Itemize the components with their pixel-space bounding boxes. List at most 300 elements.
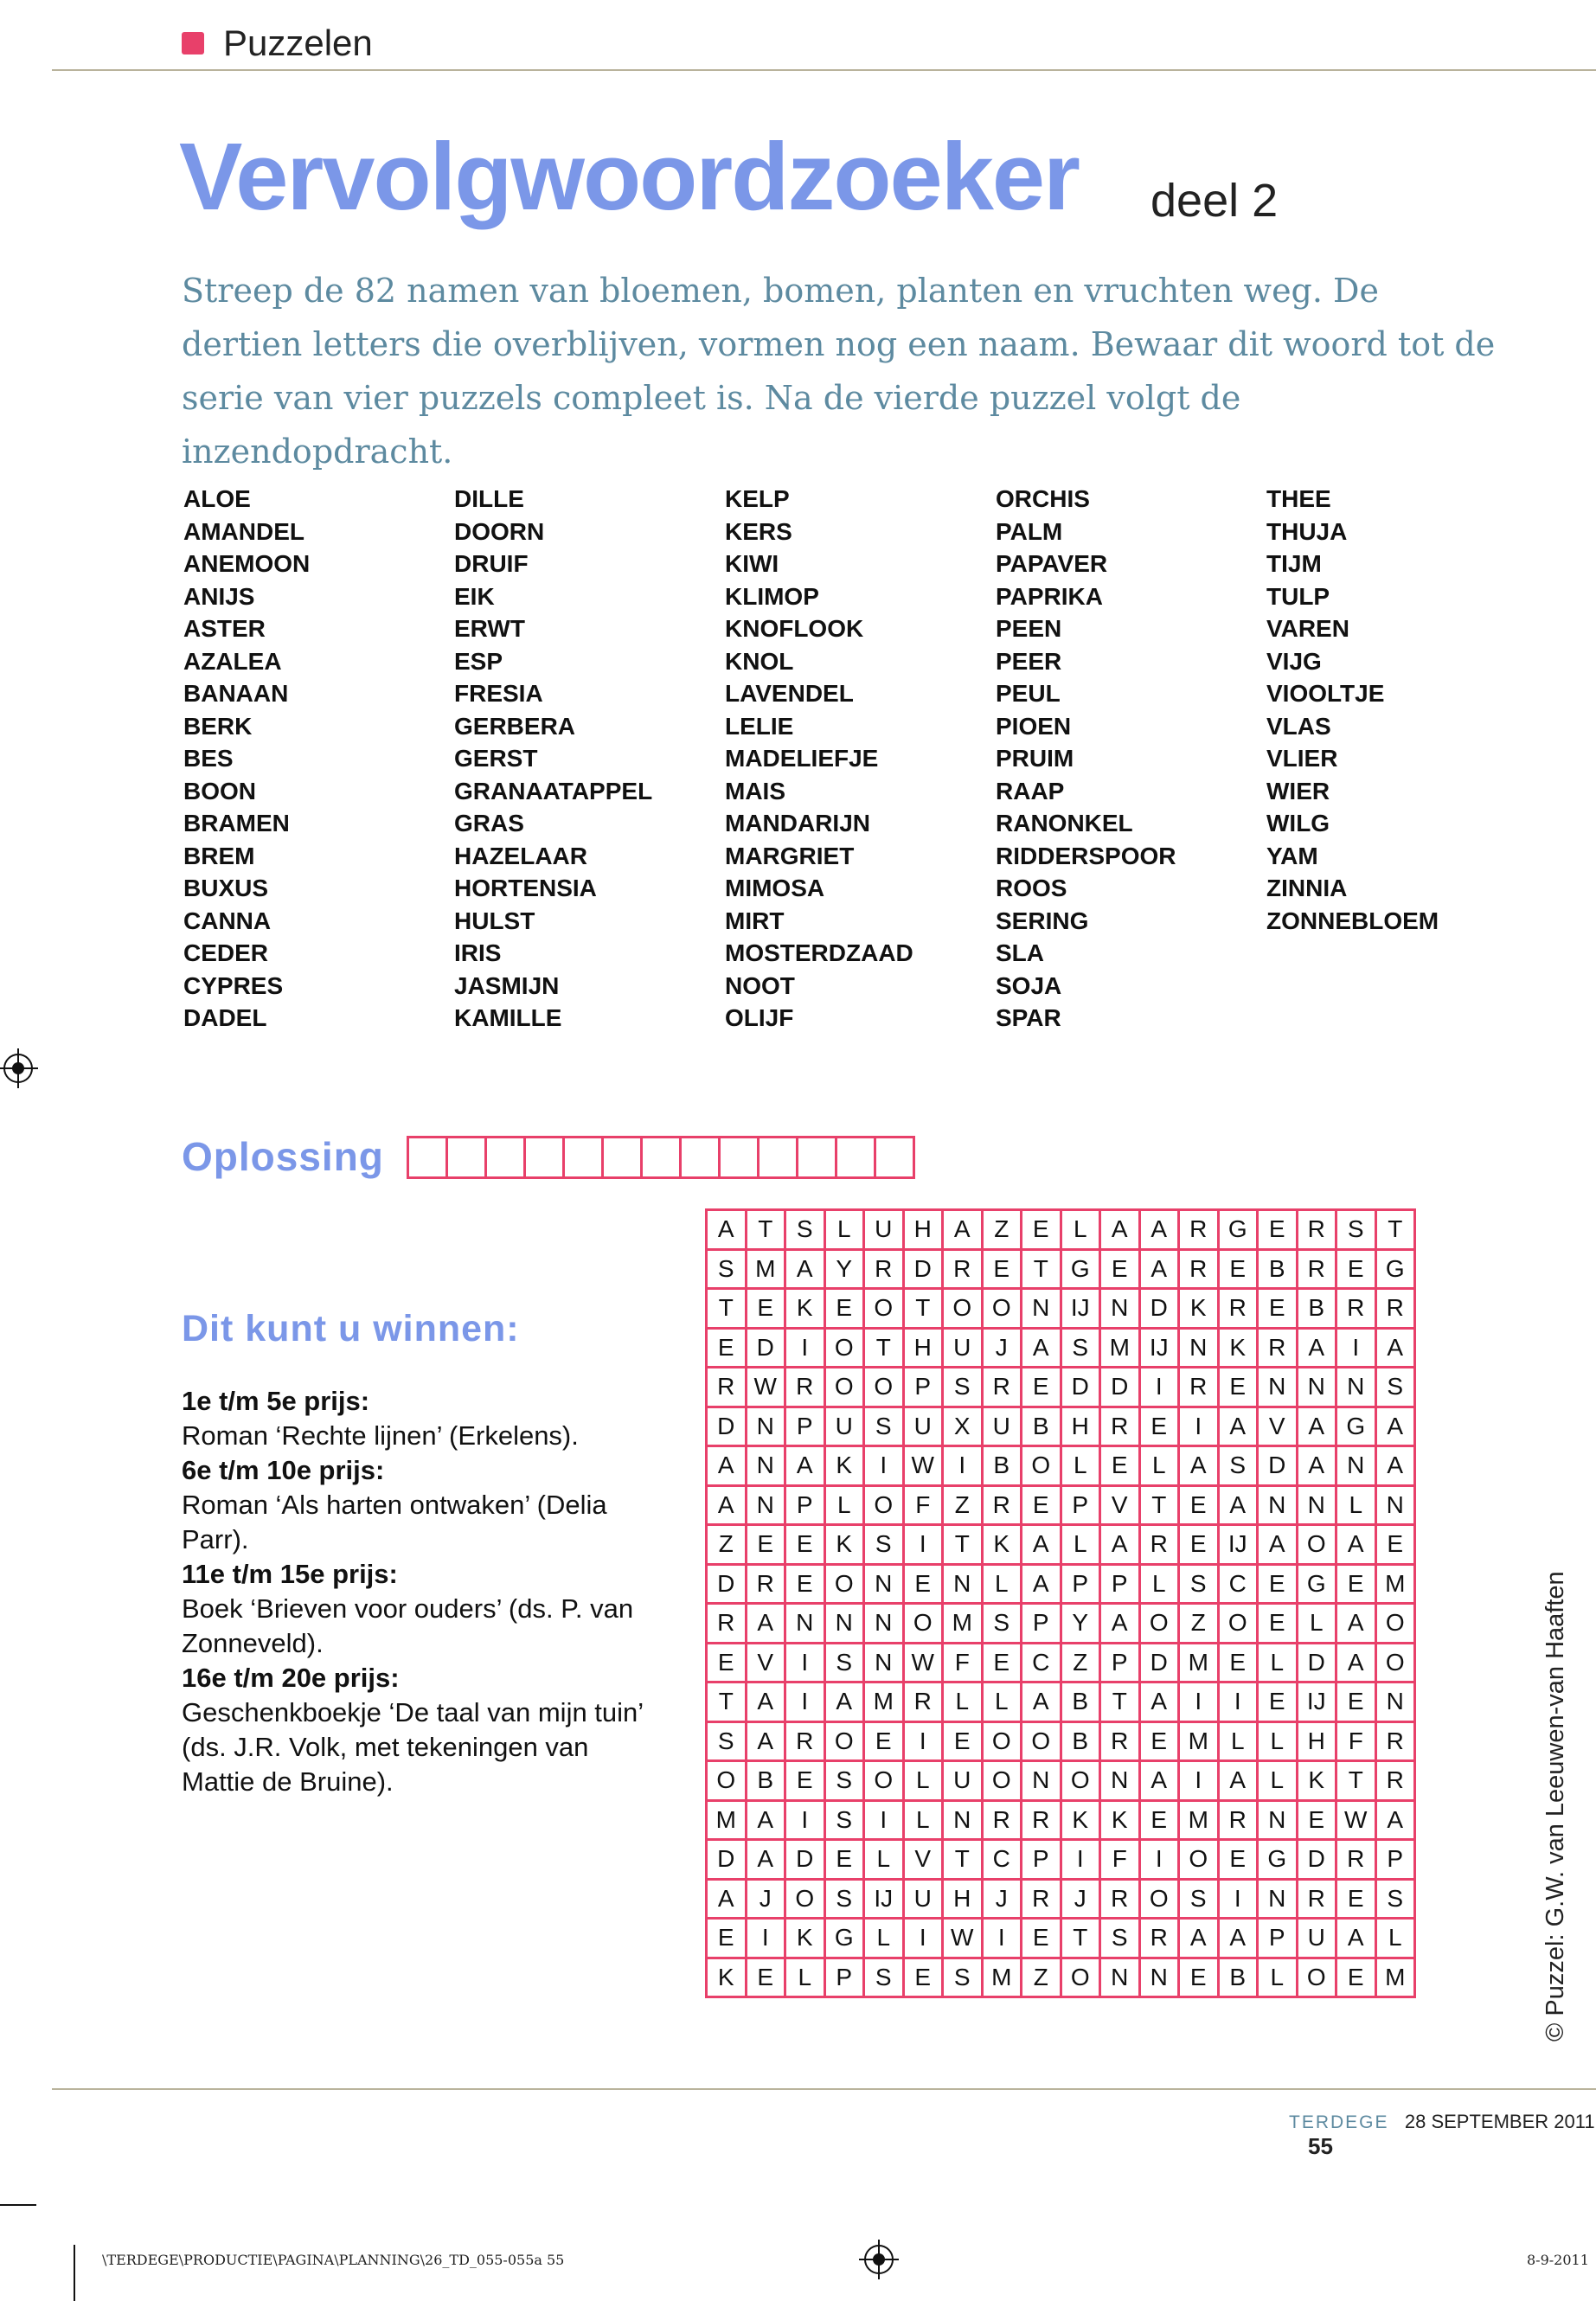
- grid-cell[interactable]: A: [1258, 1525, 1298, 1565]
- grid-cell[interactable]: U: [943, 1328, 983, 1368]
- grid-cell[interactable]: L: [1258, 1761, 1298, 1801]
- grid-cell[interactable]: K: [785, 1919, 825, 1958]
- grid-cell[interactable]: R: [903, 1682, 943, 1722]
- grid-cell[interactable]: E: [1218, 1840, 1258, 1880]
- grid-cell[interactable]: L: [1139, 1446, 1179, 1486]
- grid-cell[interactable]: I: [903, 1919, 943, 1958]
- grid-cell[interactable]: E: [824, 1289, 864, 1329]
- grid-cell[interactable]: I: [785, 1682, 825, 1722]
- grid-cell[interactable]: O: [903, 1604, 943, 1644]
- grid-cell[interactable]: A: [1139, 1210, 1179, 1250]
- grid-cell[interactable]: U: [943, 1761, 983, 1801]
- grid-cell[interactable]: G: [1297, 1564, 1336, 1604]
- grid-cell[interactable]: L: [1061, 1446, 1100, 1486]
- grid-cell[interactable]: A: [1139, 1249, 1179, 1289]
- grid-cell[interactable]: A: [1100, 1604, 1140, 1644]
- grid-cell[interactable]: N: [1336, 1446, 1376, 1486]
- grid-cell[interactable]: L: [864, 1919, 904, 1958]
- grid-cell[interactable]: E: [824, 1840, 864, 1880]
- grid-cell[interactable]: T: [1336, 1761, 1376, 1801]
- grid-cell[interactable]: S: [824, 1643, 864, 1682]
- grid-cell[interactable]: E: [1100, 1446, 1140, 1486]
- grid-cell[interactable]: T: [943, 1840, 983, 1880]
- grid-cell[interactable]: R: [1179, 1368, 1219, 1407]
- grid-cell[interactable]: E: [903, 1958, 943, 1997]
- grid-cell[interactable]: S: [1218, 1446, 1258, 1486]
- grid-cell[interactable]: L: [943, 1682, 983, 1722]
- grid-cell[interactable]: E: [707, 1328, 747, 1368]
- grid-cell[interactable]: I: [1179, 1407, 1219, 1446]
- grid-cell[interactable]: E: [1258, 1604, 1298, 1644]
- grid-cell[interactable]: O: [824, 1564, 864, 1604]
- grid-cell[interactable]: W: [746, 1368, 785, 1407]
- grid-cell[interactable]: M: [1100, 1328, 1140, 1368]
- grid-cell[interactable]: O: [1218, 1604, 1258, 1644]
- solution-box[interactable]: [798, 1138, 837, 1176]
- grid-cell[interactable]: B: [1061, 1721, 1100, 1761]
- grid-cell[interactable]: R: [1100, 1879, 1140, 1919]
- grid-cell[interactable]: E: [1336, 1879, 1376, 1919]
- grid-cell[interactable]: V: [1100, 1485, 1140, 1525]
- grid-cell[interactable]: E: [707, 1919, 747, 1958]
- grid-cell[interactable]: L: [1297, 1604, 1336, 1644]
- grid-cell[interactable]: N: [1297, 1368, 1336, 1407]
- grid-cell[interactable]: E: [1100, 1249, 1140, 1289]
- grid-cell[interactable]: IJ: [1297, 1682, 1336, 1722]
- grid-cell[interactable]: N: [1100, 1958, 1140, 1997]
- grid-cell[interactable]: L: [1139, 1564, 1179, 1604]
- grid-cell[interactable]: R: [1258, 1328, 1298, 1368]
- grid-cell[interactable]: O: [707, 1761, 747, 1801]
- grid-cell[interactable]: M: [864, 1682, 904, 1722]
- grid-cell[interactable]: L: [1375, 1919, 1415, 1958]
- grid-cell[interactable]: T: [746, 1210, 785, 1250]
- grid-cell[interactable]: L: [1218, 1721, 1258, 1761]
- grid-cell[interactable]: M: [1179, 1643, 1219, 1682]
- grid-cell[interactable]: O: [1297, 1958, 1336, 1997]
- grid-cell[interactable]: A: [1218, 1761, 1258, 1801]
- solution-box[interactable]: [487, 1138, 526, 1176]
- grid-cell[interactable]: P: [903, 1368, 943, 1407]
- grid-cell[interactable]: E: [864, 1721, 904, 1761]
- grid-cell[interactable]: O: [982, 1289, 1022, 1329]
- grid-cell[interactable]: R: [1179, 1210, 1219, 1250]
- grid-cell[interactable]: I: [785, 1643, 825, 1682]
- grid-cell[interactable]: L: [1258, 1643, 1298, 1682]
- grid-cell[interactable]: E: [1218, 1368, 1258, 1407]
- grid-cell[interactable]: L: [982, 1564, 1022, 1604]
- grid-cell[interactable]: Z: [1061, 1643, 1100, 1682]
- grid-cell[interactable]: A: [1022, 1682, 1061, 1722]
- grid-cell[interactable]: P: [1022, 1604, 1061, 1644]
- grid-cell[interactable]: U: [982, 1407, 1022, 1446]
- solution-box[interactable]: [837, 1138, 876, 1176]
- solution-box[interactable]: [721, 1138, 760, 1176]
- grid-cell[interactable]: IJ: [1061, 1289, 1100, 1329]
- grid-cell[interactable]: E: [785, 1564, 825, 1604]
- grid-cell[interactable]: A: [707, 1446, 747, 1486]
- grid-cell[interactable]: J: [1061, 1879, 1100, 1919]
- grid-cell[interactable]: M: [746, 1249, 785, 1289]
- grid-cell[interactable]: E: [1022, 1485, 1061, 1525]
- grid-cell[interactable]: L: [1061, 1210, 1100, 1250]
- grid-cell[interactable]: V: [903, 1840, 943, 1880]
- grid-cell[interactable]: L: [982, 1682, 1022, 1722]
- grid-cell[interactable]: O: [864, 1761, 904, 1801]
- grid-cell[interactable]: K: [1297, 1761, 1336, 1801]
- grid-cell[interactable]: G: [1218, 1210, 1258, 1250]
- grid-cell[interactable]: I: [982, 1919, 1022, 1958]
- grid-cell[interactable]: E: [1258, 1210, 1298, 1250]
- grid-cell[interactable]: N: [943, 1564, 983, 1604]
- grid-cell[interactable]: W: [903, 1446, 943, 1486]
- grid-cell[interactable]: N: [864, 1564, 904, 1604]
- grid-cell[interactable]: A: [1336, 1604, 1376, 1644]
- grid-cell[interactable]: N: [1100, 1761, 1140, 1801]
- grid-cell[interactable]: N: [1100, 1289, 1140, 1329]
- grid-cell[interactable]: A: [1139, 1682, 1179, 1722]
- grid-cell[interactable]: P: [785, 1485, 825, 1525]
- grid-cell[interactable]: C: [1218, 1564, 1258, 1604]
- grid-cell[interactable]: R: [707, 1604, 747, 1644]
- grid-cell[interactable]: I: [1061, 1840, 1100, 1880]
- grid-cell[interactable]: Y: [824, 1249, 864, 1289]
- grid-cell[interactable]: A: [1218, 1407, 1258, 1446]
- grid-cell[interactable]: S: [824, 1761, 864, 1801]
- grid-cell[interactable]: T: [1375, 1210, 1415, 1250]
- grid-cell[interactable]: IJ: [864, 1879, 904, 1919]
- grid-cell[interactable]: I: [864, 1446, 904, 1486]
- grid-cell[interactable]: E: [785, 1525, 825, 1565]
- grid-cell[interactable]: E: [943, 1721, 983, 1761]
- grid-cell[interactable]: S: [943, 1368, 983, 1407]
- grid-cell[interactable]: E: [1336, 1249, 1376, 1289]
- grid-cell[interactable]: S: [1336, 1210, 1376, 1250]
- grid-cell[interactable]: O: [943, 1289, 983, 1329]
- grid-cell[interactable]: I: [1179, 1682, 1219, 1722]
- grid-cell[interactable]: A: [1297, 1407, 1336, 1446]
- grid-cell[interactable]: D: [1139, 1643, 1179, 1682]
- grid-cell[interactable]: D: [1061, 1368, 1100, 1407]
- grid-cell[interactable]: A: [1218, 1919, 1258, 1958]
- solution-box[interactable]: [604, 1138, 643, 1176]
- grid-cell[interactable]: N: [1022, 1761, 1061, 1801]
- grid-cell[interactable]: L: [1061, 1525, 1100, 1565]
- grid-cell[interactable]: M: [1179, 1800, 1219, 1840]
- grid-cell[interactable]: U: [824, 1407, 864, 1446]
- grid-cell[interactable]: T: [707, 1289, 747, 1329]
- grid-cell[interactable]: M: [1179, 1721, 1219, 1761]
- grid-cell[interactable]: F: [1336, 1721, 1376, 1761]
- solution-box[interactable]: [448, 1138, 487, 1176]
- grid-cell[interactable]: R: [943, 1249, 983, 1289]
- grid-cell[interactable]: S: [864, 1958, 904, 1997]
- grid-cell[interactable]: P: [1100, 1564, 1140, 1604]
- grid-cell[interactable]: E: [1258, 1289, 1298, 1329]
- grid-cell[interactable]: H: [1297, 1721, 1336, 1761]
- grid-cell[interactable]: E: [982, 1643, 1022, 1682]
- grid-cell[interactable]: S: [824, 1879, 864, 1919]
- grid-cell[interactable]: X: [943, 1407, 983, 1446]
- grid-cell[interactable]: S: [1375, 1879, 1415, 1919]
- grid-cell[interactable]: W: [903, 1643, 943, 1682]
- grid-cell[interactable]: O: [1297, 1525, 1336, 1565]
- grid-cell[interactable]: B: [1297, 1289, 1336, 1329]
- grid-cell[interactable]: G: [824, 1919, 864, 1958]
- grid-cell[interactable]: C: [1022, 1643, 1061, 1682]
- grid-cell[interactable]: A: [707, 1210, 747, 1250]
- grid-cell[interactable]: R: [1218, 1289, 1258, 1329]
- grid-cell[interactable]: R: [1375, 1289, 1415, 1329]
- grid-cell[interactable]: M: [1375, 1958, 1415, 1997]
- grid-cell[interactable]: V: [746, 1643, 785, 1682]
- grid-cell[interactable]: Y: [1061, 1604, 1100, 1644]
- grid-cell[interactable]: D: [785, 1840, 825, 1880]
- grid-cell[interactable]: B: [1061, 1682, 1100, 1722]
- grid-cell[interactable]: E: [1179, 1958, 1219, 1997]
- grid-cell[interactable]: O: [1061, 1761, 1100, 1801]
- grid-cell[interactable]: G: [1375, 1249, 1415, 1289]
- grid-cell[interactable]: P: [1061, 1485, 1100, 1525]
- grid-cell[interactable]: L: [785, 1958, 825, 1997]
- solution-boxes[interactable]: [407, 1136, 915, 1179]
- grid-cell[interactable]: N: [1139, 1958, 1179, 1997]
- grid-cell[interactable]: S: [1061, 1328, 1100, 1368]
- grid-cell[interactable]: N: [1375, 1485, 1415, 1525]
- grid-cell[interactable]: E: [1375, 1525, 1415, 1565]
- grid-cell[interactable]: E: [746, 1525, 785, 1565]
- grid-cell[interactable]: A: [1022, 1564, 1061, 1604]
- grid-cell[interactable]: IJ: [1218, 1525, 1258, 1565]
- grid-cell[interactable]: U: [903, 1407, 943, 1446]
- grid-cell[interactable]: E: [1297, 1800, 1336, 1840]
- grid-cell[interactable]: T: [903, 1289, 943, 1329]
- grid-cell[interactable]: P: [1100, 1643, 1140, 1682]
- grid-cell[interactable]: R: [1336, 1289, 1376, 1329]
- solution-box[interactable]: [643, 1138, 682, 1176]
- grid-cell[interactable]: I: [903, 1525, 943, 1565]
- grid-cell[interactable]: B: [1218, 1958, 1258, 1997]
- grid-cell[interactable]: I: [1218, 1682, 1258, 1722]
- grid-cell[interactable]: R: [785, 1721, 825, 1761]
- grid-cell[interactable]: N: [1258, 1800, 1298, 1840]
- grid-cell[interactable]: F: [1100, 1840, 1140, 1880]
- grid-cell[interactable]: G: [1061, 1249, 1100, 1289]
- grid-cell[interactable]: A: [1022, 1328, 1061, 1368]
- grid-cell[interactable]: R: [864, 1249, 904, 1289]
- grid-cell[interactable]: O: [1179, 1840, 1219, 1880]
- grid-cell[interactable]: S: [785, 1210, 825, 1250]
- grid-cell[interactable]: D: [746, 1328, 785, 1368]
- grid-cell[interactable]: A: [824, 1682, 864, 1722]
- grid-cell[interactable]: F: [903, 1485, 943, 1525]
- grid-cell[interactable]: K: [824, 1525, 864, 1565]
- grid-cell[interactable]: A: [1375, 1446, 1415, 1486]
- grid-cell[interactable]: A: [1297, 1328, 1336, 1368]
- grid-cell[interactable]: N: [864, 1604, 904, 1644]
- grid-cell[interactable]: I: [1336, 1328, 1376, 1368]
- grid-cell[interactable]: O: [982, 1721, 1022, 1761]
- grid-cell[interactable]: O: [864, 1368, 904, 1407]
- grid-cell[interactable]: T: [1100, 1682, 1140, 1722]
- grid-cell[interactable]: E: [1022, 1919, 1061, 1958]
- grid-cell[interactable]: R: [1297, 1249, 1336, 1289]
- grid-cell[interactable]: R: [785, 1368, 825, 1407]
- grid-cell[interactable]: N: [1375, 1682, 1415, 1722]
- grid-cell[interactable]: S: [864, 1407, 904, 1446]
- grid-cell[interactable]: Z: [707, 1525, 747, 1565]
- grid-cell[interactable]: A: [707, 1879, 747, 1919]
- grid-cell[interactable]: N: [1258, 1368, 1298, 1407]
- grid-cell[interactable]: O: [864, 1289, 904, 1329]
- grid-cell[interactable]: P: [785, 1407, 825, 1446]
- solution-box[interactable]: [565, 1138, 604, 1176]
- grid-cell[interactable]: A: [1336, 1919, 1376, 1958]
- grid-cell[interactable]: Z: [1179, 1604, 1219, 1644]
- grid-cell[interactable]: E: [785, 1761, 825, 1801]
- grid-cell[interactable]: A: [785, 1249, 825, 1289]
- grid-cell[interactable]: S: [1179, 1879, 1219, 1919]
- grid-cell[interactable]: N: [746, 1485, 785, 1525]
- grid-cell[interactable]: A: [746, 1682, 785, 1722]
- grid-cell[interactable]: R: [1375, 1721, 1415, 1761]
- grid-cell[interactable]: A: [746, 1800, 785, 1840]
- grid-cell[interactable]: I: [1139, 1368, 1179, 1407]
- grid-cell[interactable]: N: [1258, 1879, 1298, 1919]
- grid-cell[interactable]: R: [1297, 1879, 1336, 1919]
- grid-cell[interactable]: R: [1179, 1249, 1219, 1289]
- grid-cell[interactable]: R: [1139, 1919, 1179, 1958]
- grid-cell[interactable]: N: [1258, 1485, 1298, 1525]
- grid-cell[interactable]: U: [903, 1879, 943, 1919]
- grid-cell[interactable]: D: [707, 1407, 747, 1446]
- solution-box[interactable]: [409, 1138, 448, 1176]
- grid-cell[interactable]: A: [1297, 1446, 1336, 1486]
- grid-cell[interactable]: T: [943, 1525, 983, 1565]
- grid-cell[interactable]: A: [1375, 1800, 1415, 1840]
- grid-cell[interactable]: B: [746, 1761, 785, 1801]
- grid-cell[interactable]: D: [903, 1249, 943, 1289]
- grid-cell[interactable]: K: [707, 1958, 747, 1997]
- grid-cell[interactable]: G: [1258, 1840, 1298, 1880]
- grid-cell[interactable]: A: [1218, 1485, 1258, 1525]
- grid-cell[interactable]: T: [1061, 1919, 1100, 1958]
- grid-cell[interactable]: O: [1022, 1446, 1061, 1486]
- grid-cell[interactable]: E: [1022, 1210, 1061, 1250]
- grid-cell[interactable]: C: [982, 1840, 1022, 1880]
- grid-cell[interactable]: I: [903, 1721, 943, 1761]
- grid-cell[interactable]: A: [746, 1604, 785, 1644]
- grid-cell[interactable]: D: [1139, 1289, 1179, 1329]
- grid-cell[interactable]: S: [1375, 1368, 1415, 1407]
- grid-cell[interactable]: M: [1375, 1564, 1415, 1604]
- grid-cell[interactable]: S: [824, 1800, 864, 1840]
- grid-cell[interactable]: R: [982, 1368, 1022, 1407]
- grid-cell[interactable]: N: [824, 1604, 864, 1644]
- grid-cell[interactable]: P: [1258, 1919, 1298, 1958]
- grid-cell[interactable]: D: [1297, 1643, 1336, 1682]
- grid-cell[interactable]: R: [707, 1368, 747, 1407]
- grid-cell[interactable]: E: [1022, 1368, 1061, 1407]
- grid-cell[interactable]: N: [785, 1604, 825, 1644]
- grid-cell[interactable]: K: [785, 1289, 825, 1329]
- grid-cell[interactable]: O: [1061, 1958, 1100, 1997]
- grid-cell[interactable]: O: [1375, 1643, 1415, 1682]
- grid-cell[interactable]: V: [1258, 1407, 1298, 1446]
- grid-cell[interactable]: P: [1061, 1564, 1100, 1604]
- grid-cell[interactable]: O: [1375, 1604, 1415, 1644]
- grid-cell[interactable]: A: [1022, 1525, 1061, 1565]
- grid-cell[interactable]: R: [982, 1800, 1022, 1840]
- grid-cell[interactable]: T: [707, 1682, 747, 1722]
- grid-cell[interactable]: N: [943, 1800, 983, 1840]
- grid-cell[interactable]: R: [1139, 1525, 1179, 1565]
- grid-cell[interactable]: O: [824, 1721, 864, 1761]
- grid-cell[interactable]: W: [1336, 1800, 1376, 1840]
- grid-cell[interactable]: T: [1022, 1249, 1061, 1289]
- grid-cell[interactable]: L: [824, 1485, 864, 1525]
- grid-cell[interactable]: O: [982, 1761, 1022, 1801]
- grid-cell[interactable]: A: [746, 1840, 785, 1880]
- grid-cell[interactable]: N: [746, 1446, 785, 1486]
- grid-cell[interactable]: O: [864, 1485, 904, 1525]
- grid-cell[interactable]: T: [1139, 1485, 1179, 1525]
- grid-cell[interactable]: S: [982, 1604, 1022, 1644]
- grid-cell[interactable]: E: [746, 1289, 785, 1329]
- grid-cell[interactable]: I: [746, 1919, 785, 1958]
- grid-cell[interactable]: O: [824, 1368, 864, 1407]
- grid-cell[interactable]: R: [1297, 1210, 1336, 1250]
- grid-cell[interactable]: R: [1218, 1800, 1258, 1840]
- grid-cell[interactable]: A: [1100, 1525, 1140, 1565]
- grid-cell[interactable]: E: [1179, 1525, 1219, 1565]
- grid-cell[interactable]: P: [824, 1958, 864, 1997]
- grid-cell[interactable]: R: [746, 1564, 785, 1604]
- grid-cell[interactable]: J: [982, 1328, 1022, 1368]
- grid-cell[interactable]: S: [864, 1525, 904, 1565]
- grid-cell[interactable]: I: [785, 1328, 825, 1368]
- grid-cell[interactable]: O: [1139, 1604, 1179, 1644]
- grid-cell[interactable]: L: [903, 1761, 943, 1801]
- grid-cell[interactable]: Z: [1022, 1958, 1061, 1997]
- grid-cell[interactable]: H: [903, 1210, 943, 1250]
- grid-cell[interactable]: K: [824, 1446, 864, 1486]
- grid-cell[interactable]: E: [1218, 1249, 1258, 1289]
- solution-box[interactable]: [876, 1138, 913, 1176]
- grid-cell[interactable]: B: [982, 1446, 1022, 1486]
- grid-cell[interactable]: E: [1139, 1407, 1179, 1446]
- grid-cell[interactable]: H: [903, 1328, 943, 1368]
- grid-cell[interactable]: H: [943, 1879, 983, 1919]
- grid-cell[interactable]: A: [707, 1485, 747, 1525]
- grid-cell[interactable]: K: [1061, 1800, 1100, 1840]
- grid-cell[interactable]: K: [982, 1525, 1022, 1565]
- grid-cell[interactable]: P: [1022, 1840, 1061, 1880]
- grid-cell[interactable]: E: [1139, 1721, 1179, 1761]
- grid-cell[interactable]: A: [1100, 1210, 1140, 1250]
- grid-cell[interactable]: R: [1022, 1879, 1061, 1919]
- grid-cell[interactable]: K: [1100, 1800, 1140, 1840]
- grid-cell[interactable]: E: [1139, 1800, 1179, 1840]
- grid-cell[interactable]: U: [1297, 1919, 1336, 1958]
- grid-cell[interactable]: S: [943, 1958, 983, 1997]
- grid-cell[interactable]: I: [864, 1800, 904, 1840]
- grid-cell[interactable]: E: [1336, 1682, 1376, 1722]
- grid-cell[interactable]: D: [1100, 1368, 1140, 1407]
- grid-cell[interactable]: A: [1375, 1328, 1415, 1368]
- grid-cell[interactable]: E: [982, 1249, 1022, 1289]
- grid-cell[interactable]: N: [1336, 1368, 1376, 1407]
